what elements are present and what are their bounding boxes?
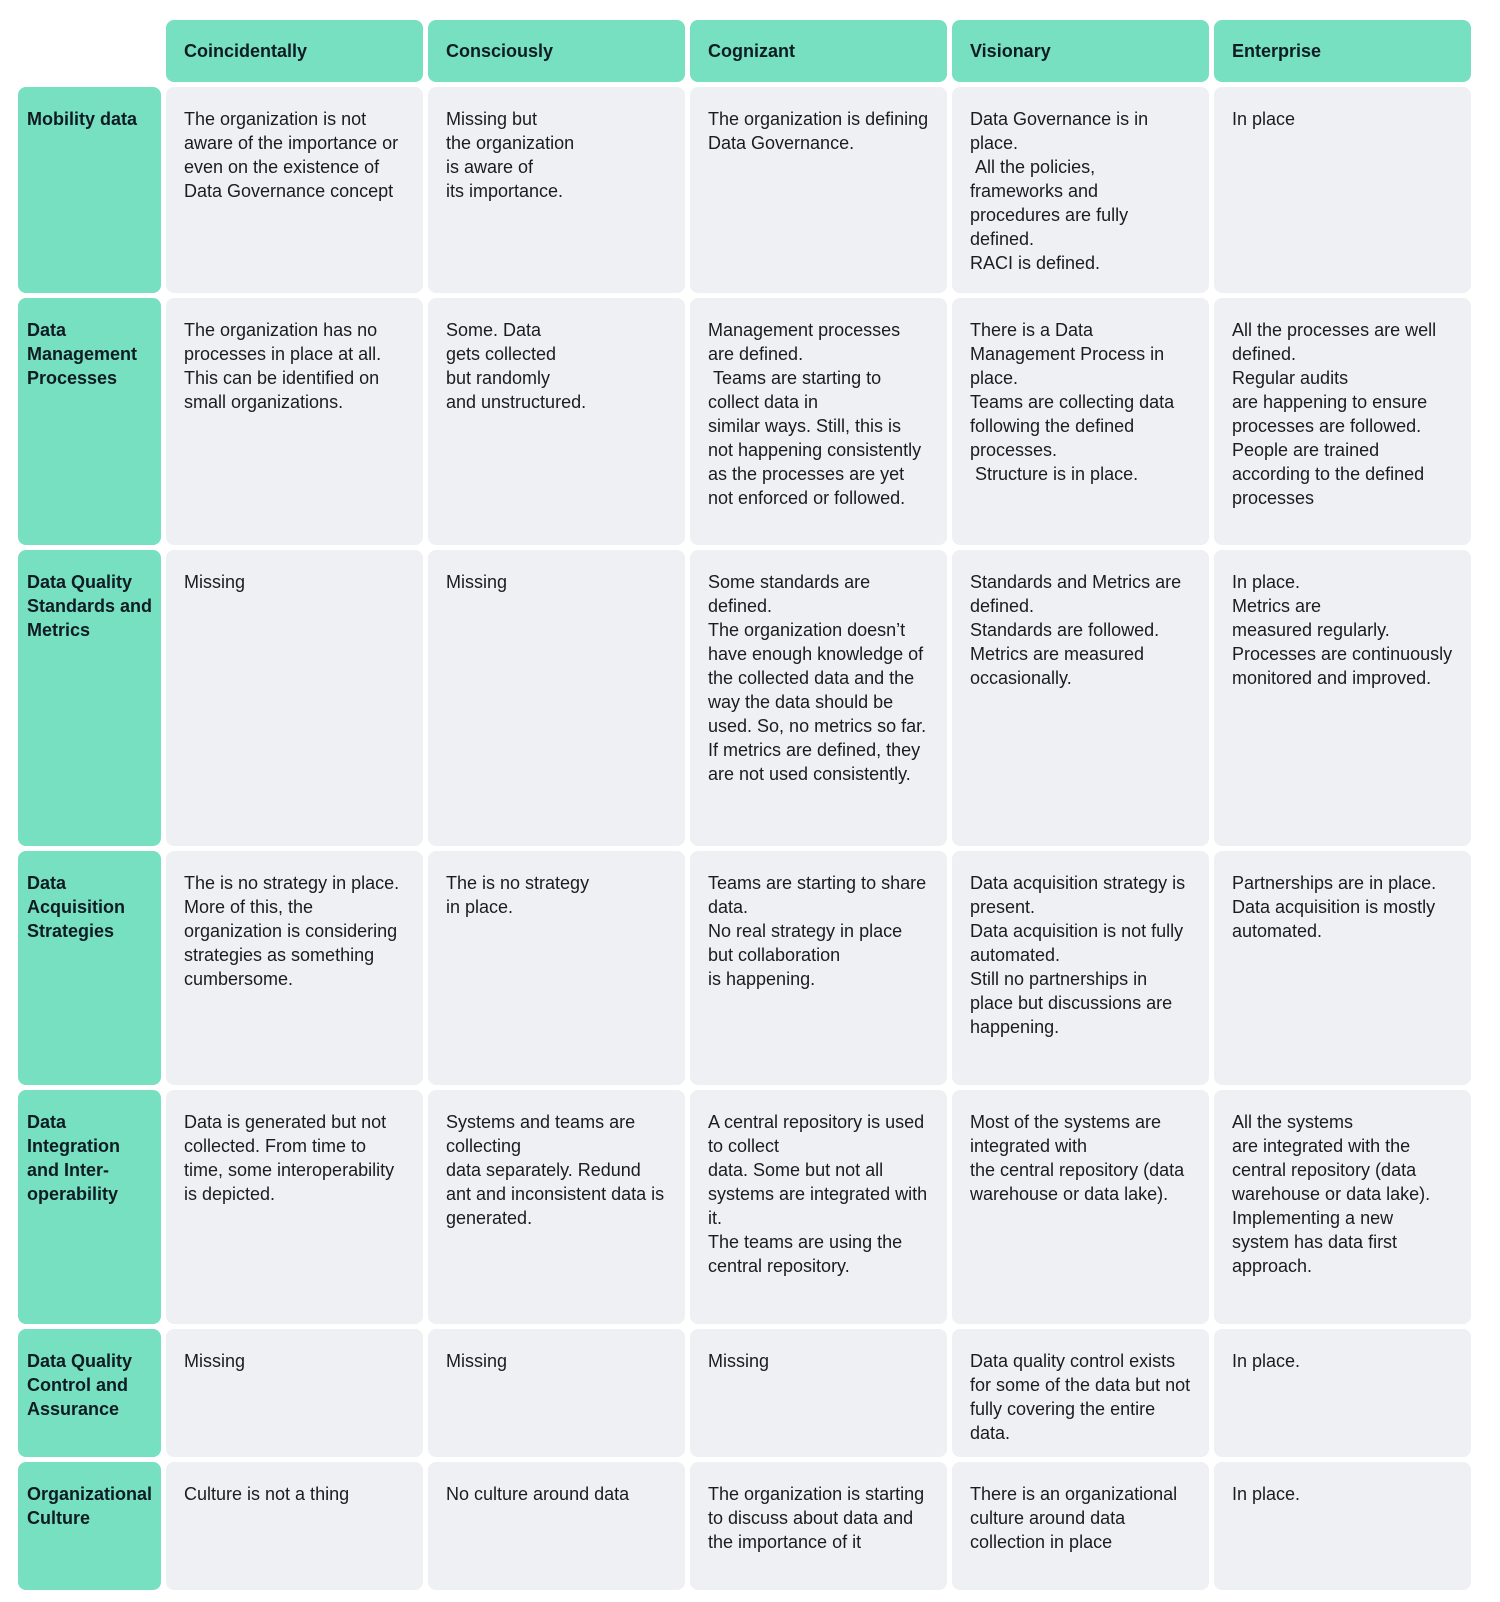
row-header-mobility-data: Mobility data bbox=[18, 87, 161, 293]
table-cell: No culture around data bbox=[428, 1462, 685, 1590]
table-cell: The organization is starting to discuss about data and the importance of it bbox=[690, 1462, 947, 1590]
table-cell: Some. Data gets collected but randomly and unstructured. bbox=[428, 298, 685, 545]
table-cell: The organization is not aware of the importance or even on the existence of Data Governance concept bbox=[166, 87, 423, 293]
table-cell: There is an organizational culture around data collection in place bbox=[952, 1462, 1209, 1590]
table-cell: Systems and teams are collecting data separately. Redund ant and inconsistent data is generated. bbox=[428, 1090, 685, 1324]
table-cell: Data acquisition strategy is present. Data acquisition is not fully automated. Still no partnerships in place but discussions are happening. bbox=[952, 851, 1209, 1085]
table-cell: Culture is not a thing bbox=[166, 1462, 423, 1590]
row-header-data-quality-standards: Data Quality Standards and Metrics bbox=[18, 550, 161, 846]
row-header-data-management-processes: Data Management Processes bbox=[18, 298, 161, 545]
table-cell: Management processes are defined. Teams are starting to collect data in similar ways. Still, this is not happening consistently as the processes are yet not enforced or followed. bbox=[690, 298, 947, 545]
table-cell: Teams are starting to share data. No real strategy in place but collaboration is happening. bbox=[690, 851, 947, 1085]
row-header-data-integration: Data Integration and Inter-operability bbox=[18, 1090, 161, 1324]
column-header-coincidentally: Coincidentally bbox=[166, 20, 423, 82]
table-cell: Most of the systems are integrated with the central repository (data warehouse or data lake). bbox=[952, 1090, 1209, 1324]
column-header-consciously: Consciously bbox=[428, 20, 685, 82]
row-header-data-quality-control: Data Quality Control and Assurance bbox=[18, 1329, 161, 1457]
table-cell: Standards and Metrics are defined. Standards are followed. Metrics are measured occasionally. bbox=[952, 550, 1209, 846]
table-cell: In place bbox=[1214, 87, 1471, 293]
maturity-matrix-table bbox=[18, 20, 1483, 1585]
table-cell: Missing bbox=[166, 1329, 423, 1457]
column-header-cognizant: Cognizant bbox=[690, 20, 947, 82]
table-cell: Data is generated but not collected. From time to time, some interoperability is depicted. bbox=[166, 1090, 423, 1324]
table-cell: The organization is defining Data Governance. bbox=[690, 87, 947, 293]
column-header-visionary: Visionary bbox=[952, 20, 1209, 82]
corner-cell bbox=[18, 20, 161, 82]
row-header-organizational-culture: Organizational Culture bbox=[18, 1462, 161, 1590]
table-cell: Missing bbox=[428, 1329, 685, 1457]
table-cell: Data quality control exists for some of the data but not fully covering the entire data. bbox=[952, 1329, 1209, 1457]
row-header-data-acquisition-strategies: Data Acquisition Strategies bbox=[18, 851, 161, 1085]
table-cell: In place. Metrics are measured regularly. Processes are continuously monitored and improved. bbox=[1214, 550, 1471, 846]
table-cell: Missing but the organization is aware of its importance. bbox=[428, 87, 685, 293]
table-cell: All the processes are well defined. Regular audits are happening to ensure processes are followed. People are trained according to the defined processes bbox=[1214, 298, 1471, 545]
table-cell: Some standards are defined. The organization doesn’t have enough knowledge of the collected data and the way the data should be used. So, no metrics so far. If metrics are defined, they are not used consistently. bbox=[690, 550, 947, 846]
table-cell: Data Governance is in place. All the policies, frameworks and procedures are fully defined. RACI is defined. bbox=[952, 87, 1209, 293]
table-cell: Missing bbox=[166, 550, 423, 846]
table-cell: The is no strategy in place. bbox=[428, 851, 685, 1085]
table-cell: The is no strategy in place. More of this, the organization is considering strategies as something cumbersome. bbox=[166, 851, 423, 1085]
table-cell: In place. bbox=[1214, 1462, 1471, 1590]
table-cell: In place. bbox=[1214, 1329, 1471, 1457]
table-cell: All the systems are integrated with the central repository (data warehouse or data lake). Implementing a new system has data first approach. bbox=[1214, 1090, 1471, 1324]
column-header-enterprise: Enterprise bbox=[1214, 20, 1471, 82]
table-cell: Missing bbox=[690, 1329, 947, 1457]
table-cell: Partnerships are in place. Data acquisition is mostly automated. bbox=[1214, 851, 1471, 1085]
table-cell: The organization has no processes in place at all. This can be identified on small organizations. bbox=[166, 298, 423, 545]
table-cell: There is a Data Management Process in place. Teams are collecting data following the defined processes. Structure is in place. bbox=[952, 298, 1209, 545]
table-cell: Missing bbox=[428, 550, 685, 846]
table-cell: A central repository is used to collect data. Some but not all systems are integrated with it. The teams are using the central repository. bbox=[690, 1090, 947, 1324]
